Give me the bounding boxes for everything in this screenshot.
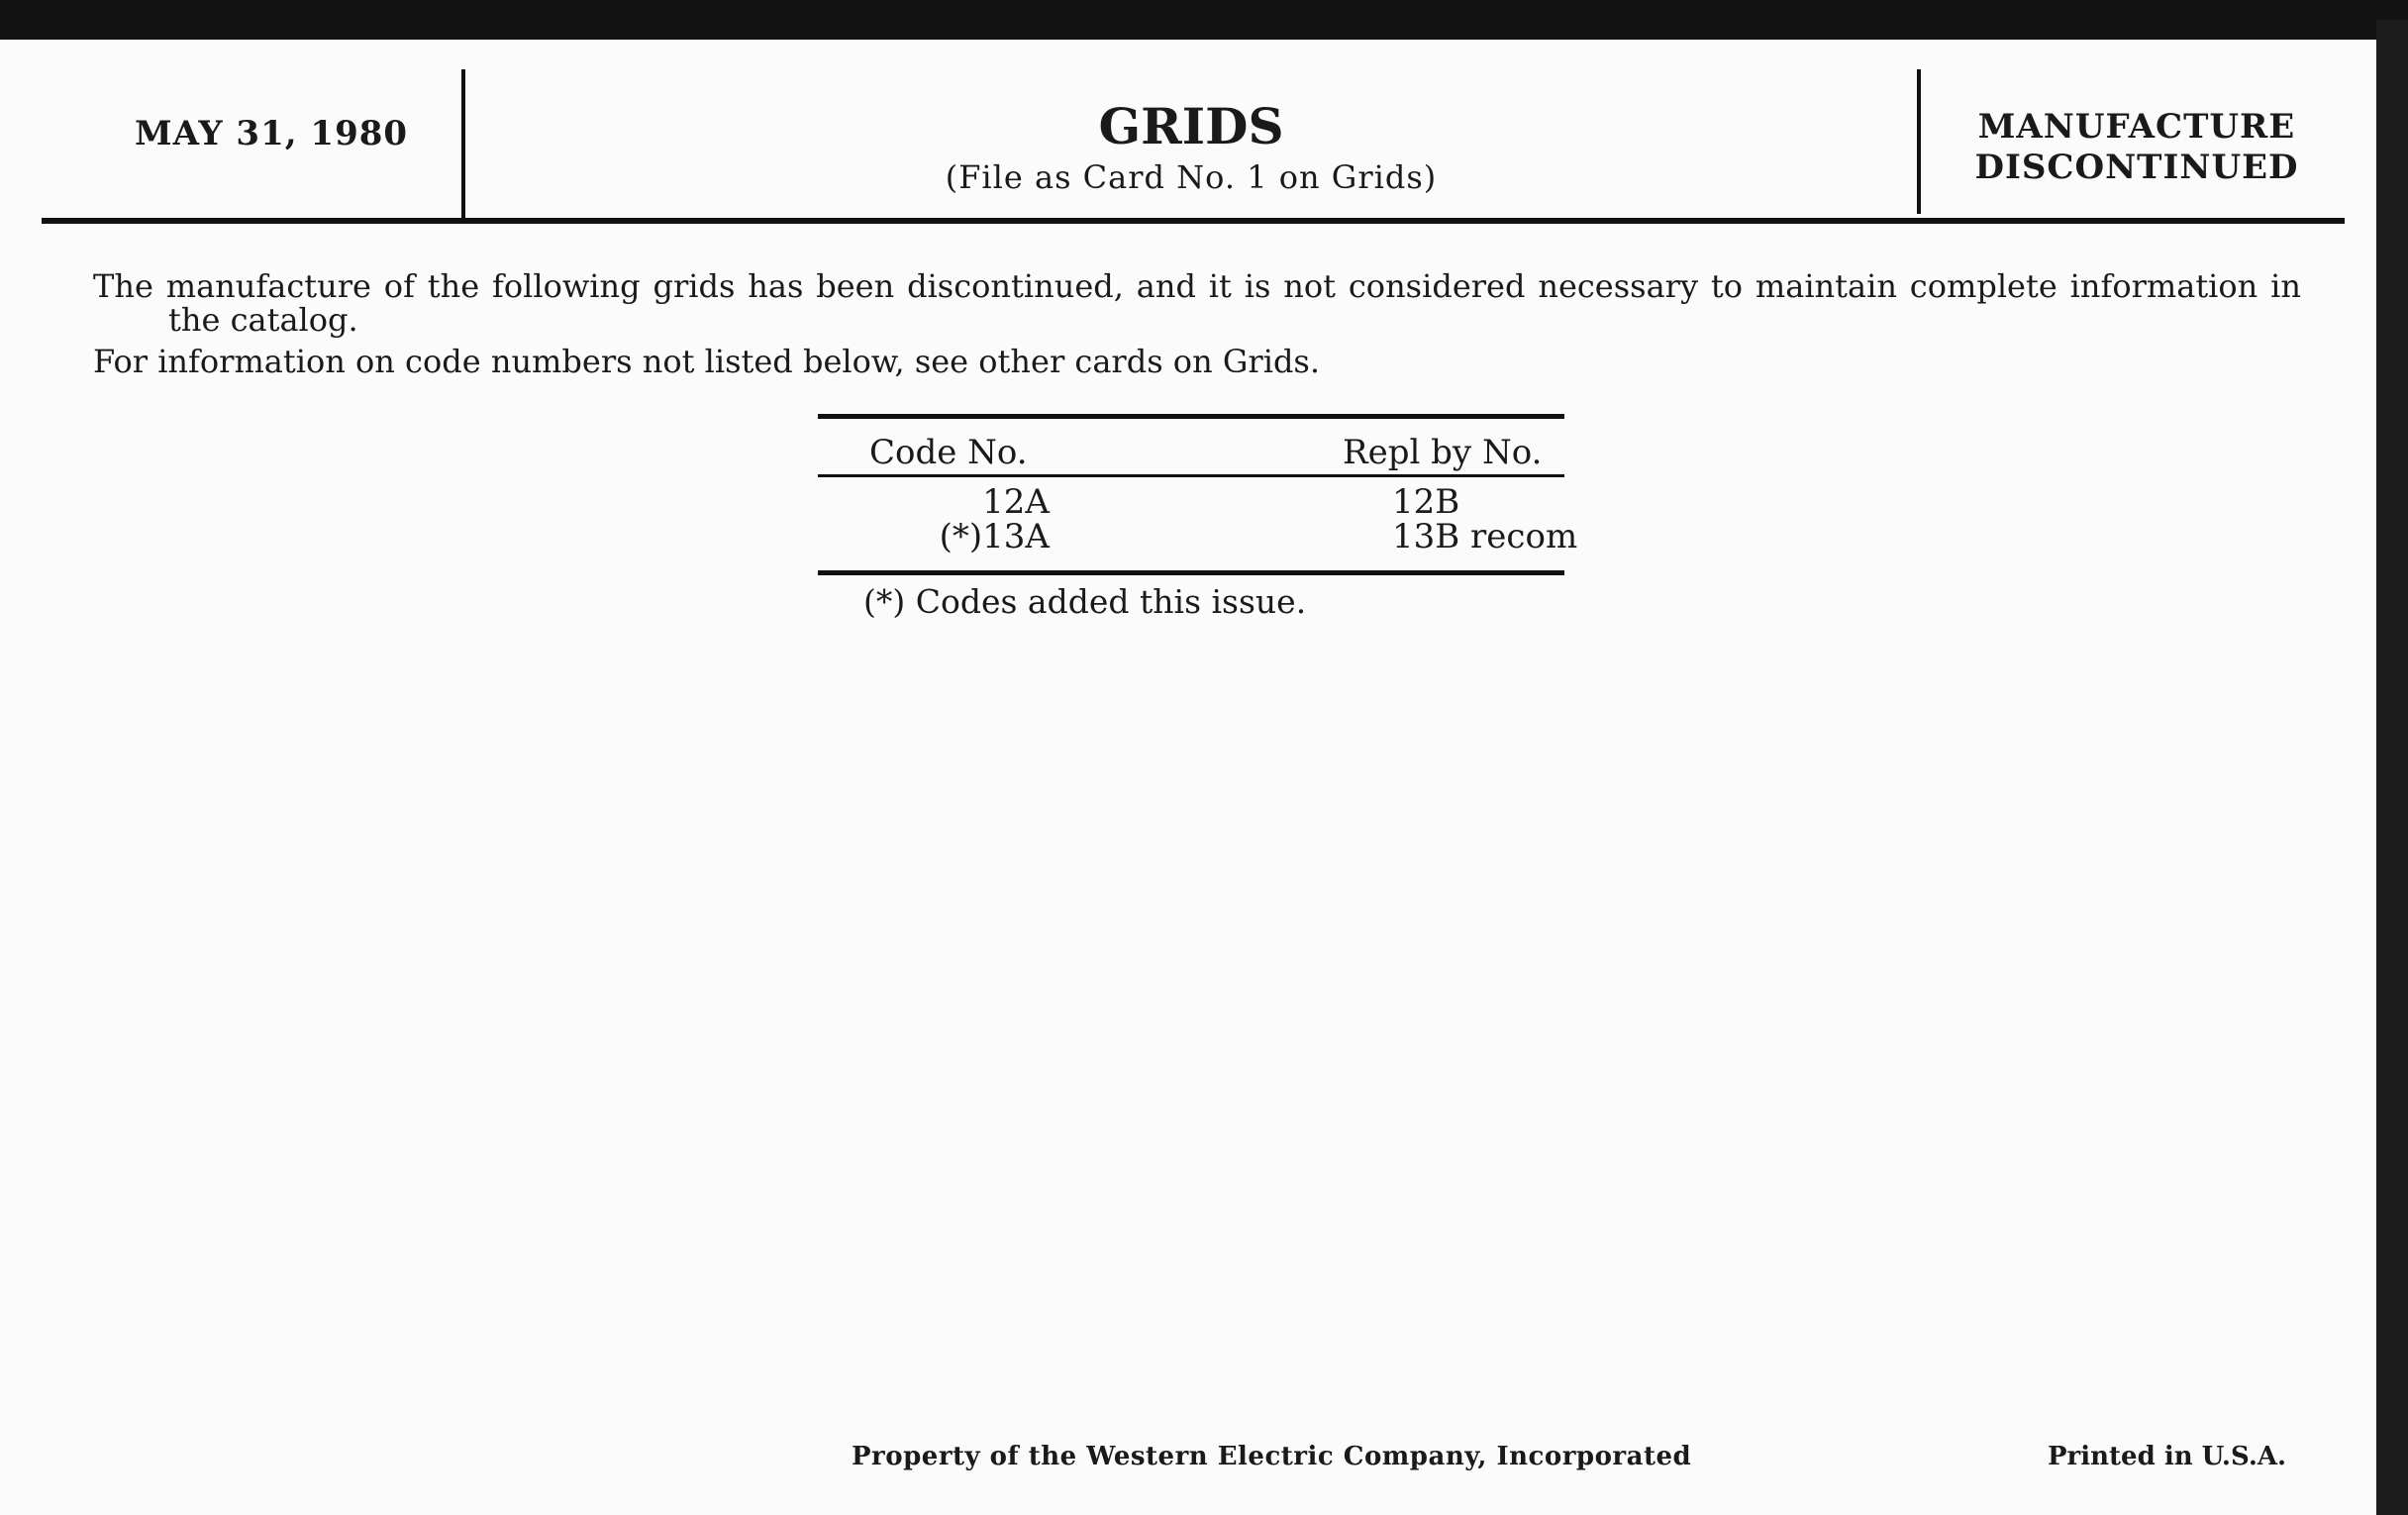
status-line-1: MANUFACTURE: [1977, 107, 2296, 147]
table-header-rule: [818, 474, 1564, 477]
card-title: GRIDS: [1098, 97, 1284, 155]
table-footnote: (*) Codes added this issue.: [863, 582, 1307, 621]
replacement-cell: 13B recom: [1392, 517, 1578, 556]
catalog-card: [0, 40, 2376, 1515]
intro-text: [93, 269, 2301, 378]
scan-border: [2376, 20, 2408, 1515]
table-row: [818, 517, 1578, 556]
table-body: [818, 482, 1578, 570]
intro-paragraph-2: For information on code numbers not listed below, see other cards on Grids.: [93, 343, 1321, 380]
code-cell: 12A: [982, 482, 1050, 522]
table-header: [818, 419, 1564, 474]
code-cell: (*)13A: [939, 517, 1050, 556]
column-header-replacement: Repl by No.: [1343, 433, 1543, 472]
table-row: [818, 482, 1564, 522]
column-header-code: Code No.: [869, 433, 1028, 472]
status-label: [1937, 107, 2337, 188]
intro-paragraph-1: The manufacture of the following grids has been discontinued, and it is not considered necessary to maintain complete information in the catalog.: [93, 267, 2301, 339]
replacement-cell: 12B: [1392, 482, 1460, 522]
header-divider-right: [1917, 69, 1921, 214]
header-rule: [42, 218, 2345, 224]
card-subtitle: (File as Card No. 1 on Grids): [945, 158, 1438, 196]
status-line-2: DISCONTINUED: [1974, 148, 2299, 187]
footer-property: Property of the Western Electric Company, Incorporated: [852, 1442, 1692, 1471]
issue-date: MAY 31, 1980: [135, 114, 409, 153]
footer-printed: Printed in U.S.A.: [2048, 1442, 2287, 1471]
replacement-table: [818, 414, 1578, 575]
card-header: [0, 40, 2376, 238]
table-bottom-rule: [818, 570, 1564, 575]
